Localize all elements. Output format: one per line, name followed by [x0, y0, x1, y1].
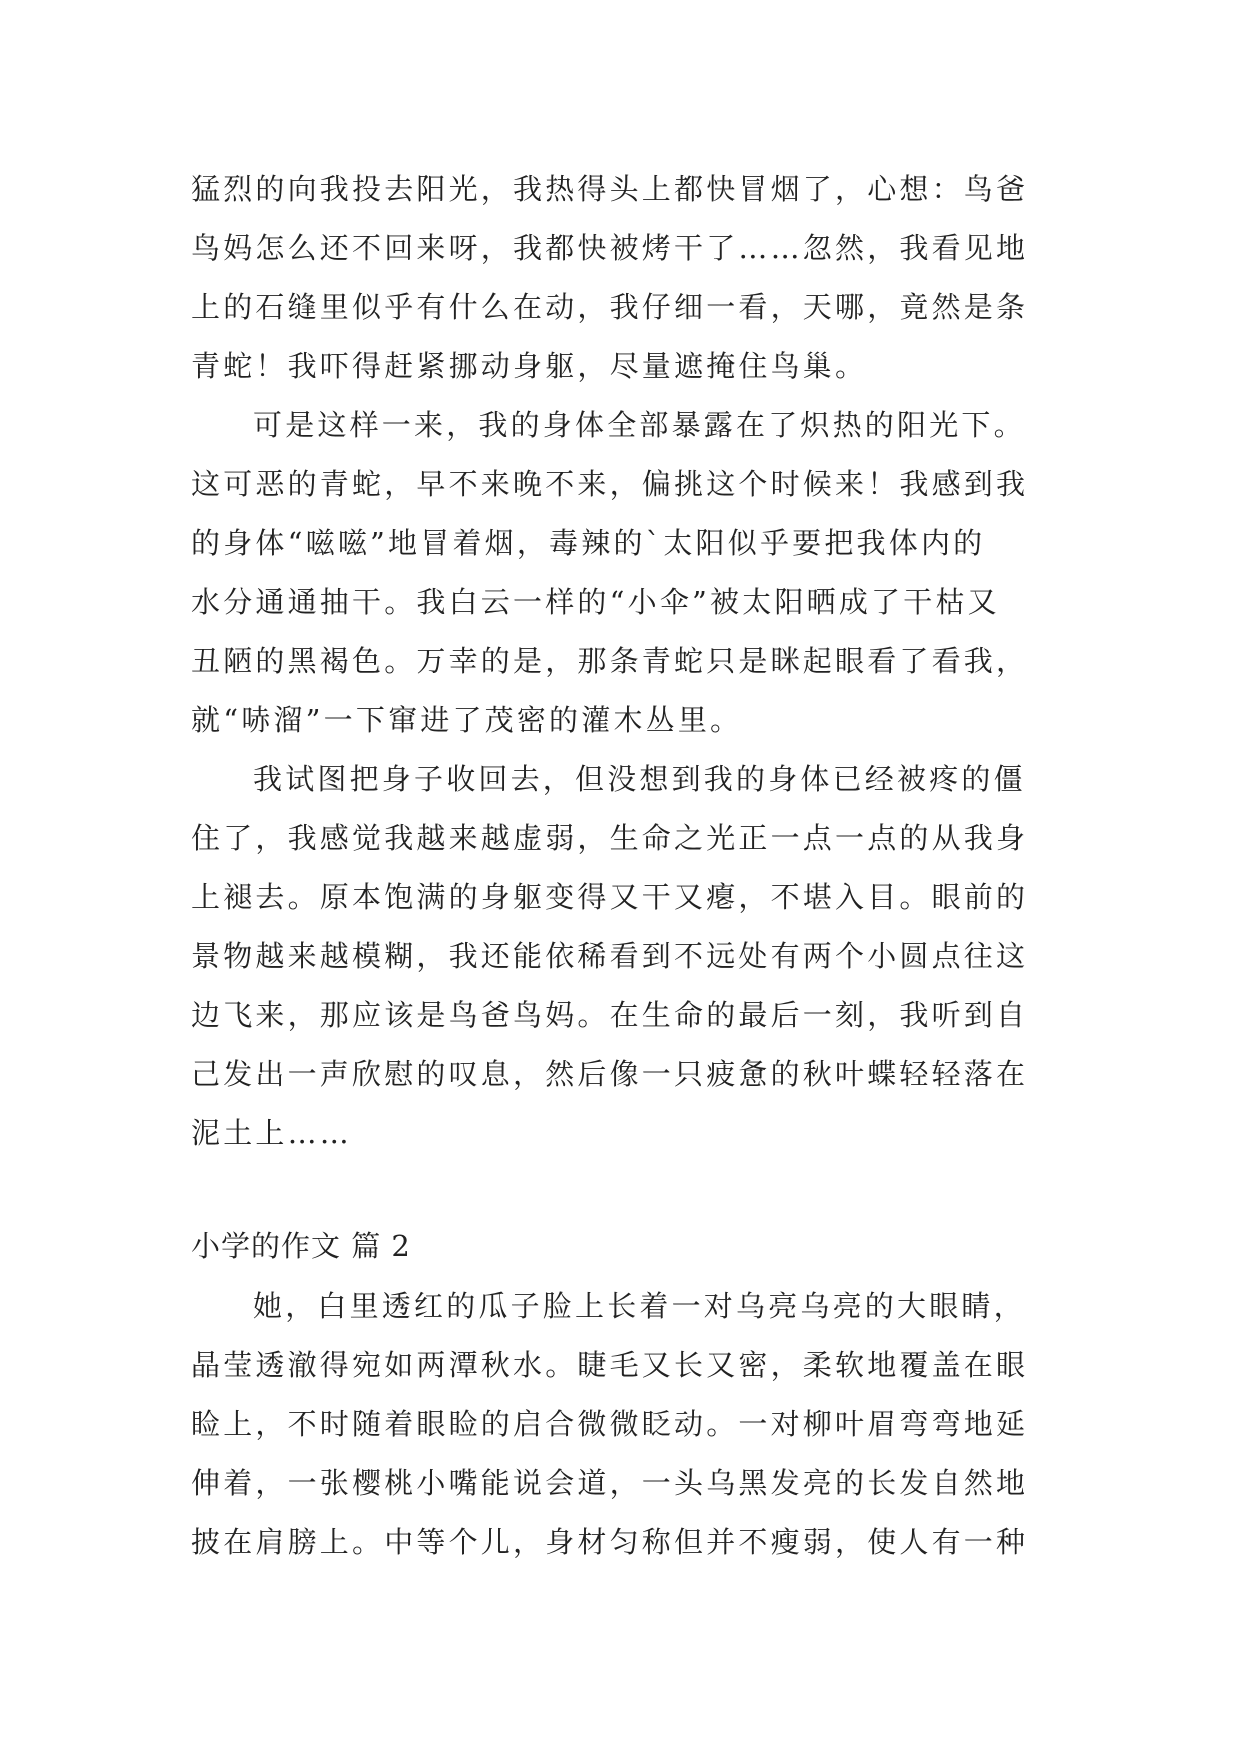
text-line: 青蛇！我吓得赶紧挪动身躯，尽量遮掩住鸟巢。 [191, 349, 868, 383]
text-line: 就“哧溜”一下窜进了茂密的灌木丛里。 [191, 703, 743, 737]
text-line: 景物越来越模糊，我还能依稀看到不远处有两个小圆点往这 [191, 939, 1029, 973]
text-line: 伸着，一张樱桃小嘴能说会道，一头乌黑发亮的长发自然地 [191, 1466, 1029, 1500]
text-line: 的身体“嗞嗞”地冒着烟，毒辣的`太阳似乎要把我体内的 [191, 526, 986, 560]
text-line: 我试图把身子收回去，但没想到我的身体已经被疼的僵 [253, 762, 1026, 796]
paragraph-2 [191, 396, 1051, 750]
text-line: 上褪去。原本饱满的身躯变得又干又瘪，不堪入目。眼前的 [191, 880, 1029, 914]
section-spacer [191, 1163, 1051, 1215]
text-line: 猛烈的向我投去阳光，我热得头上都快冒烟了，心想：鸟爸 [191, 172, 1029, 206]
text-line: 上的石缝里似乎有什么在动，我仔细一看，天哪，竟然是条 [191, 290, 1029, 324]
text-line: 这可恶的青蛇，早不来晚不来，偏挑这个时候来！我感到我 [191, 467, 1029, 501]
document-page [191, 160, 1051, 1572]
section-heading: 小学的作文 篇 2 [191, 1229, 411, 1263]
text-line: 睑上，不时随着眼睑的启合微微眨动。一对柳叶眉弯弯地延 [191, 1407, 1029, 1441]
paragraph-4 [191, 1277, 1051, 1572]
text-line: 可是这样一来，我的身体全部暴露在了炽热的阳光下。 [253, 408, 1026, 442]
paragraph-1 [191, 160, 1051, 396]
text-line: 她，白里透红的瓜子脸上长着一对乌亮乌亮的大眼睛， [253, 1289, 1026, 1323]
text-line: 丑陋的黑褐色。万幸的是，那条青蛇只是眯起眼看了看我， [191, 644, 1029, 678]
text-line: 己发出一声欣慰的叹息，然后像一只疲惫的秋叶蝶轻轻落在 [191, 1057, 1029, 1091]
paragraph-3 [191, 750, 1051, 1163]
text-line: 披在肩膀上。中等个儿，身材匀称但并不瘦弱，使人有一种 [191, 1525, 1029, 1559]
text-line: 边飞来，那应该是鸟爸鸟妈。在生命的最后一刻，我听到自 [191, 998, 1029, 1032]
text-line: 晶莹透澈得宛如两潭秋水。睫毛又长又密，柔软地覆盖在眼 [191, 1348, 1029, 1382]
text-line: 住了，我感觉我越来越虚弱，生命之光正一点一点的从我身 [191, 821, 1029, 855]
text-line: 鸟妈怎么还不回来呀，我都快被烤干了……忽然，我看见地 [191, 231, 1029, 265]
text-line: 泥土上…… [191, 1116, 353, 1150]
text-line: 水分通通抽干。我白云一样的“小伞”被太阳晒成了干枯又 [191, 585, 1000, 619]
